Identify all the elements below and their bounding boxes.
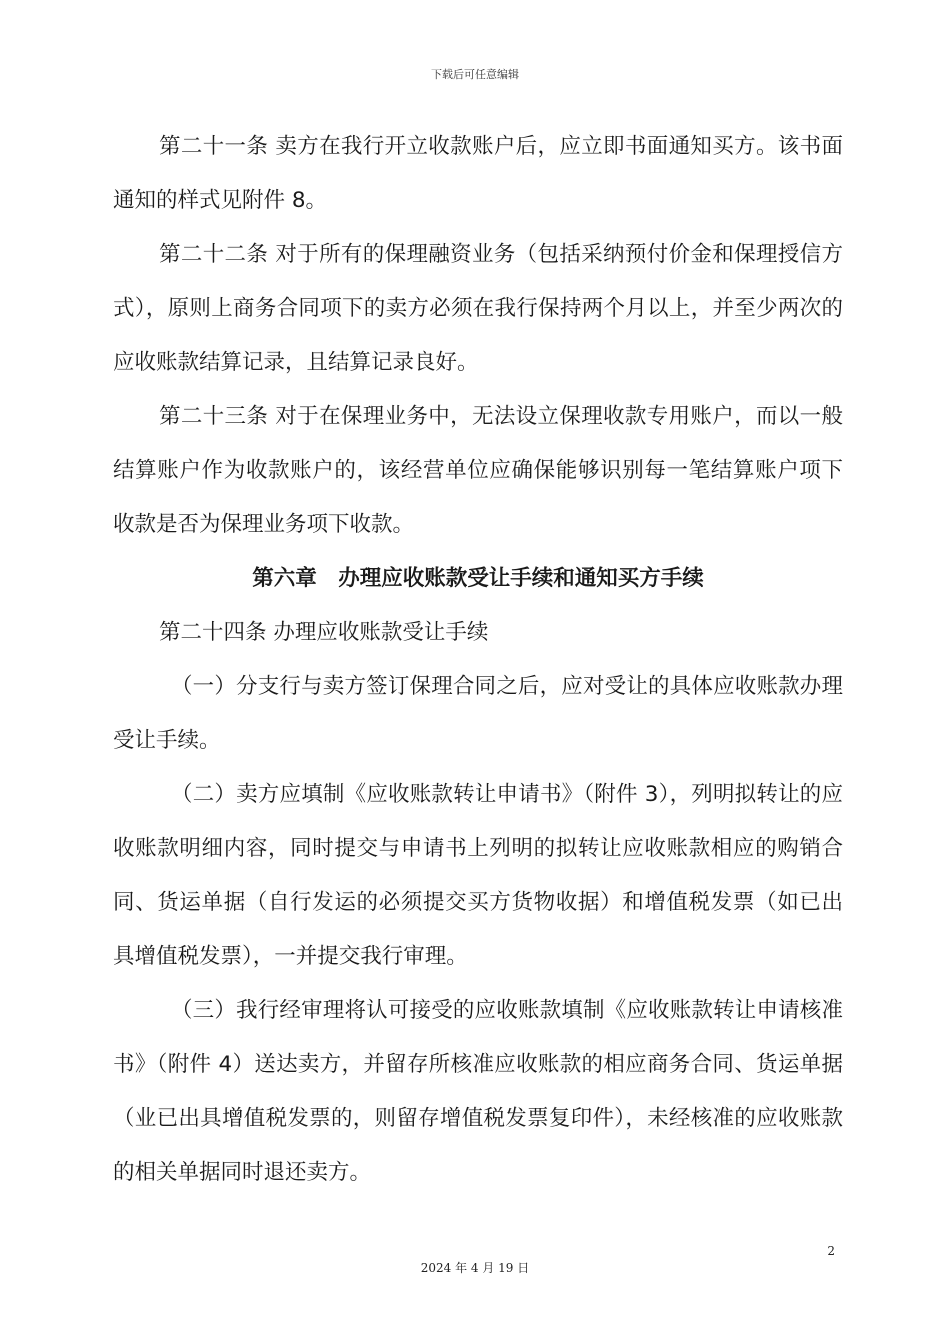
article-23: 第二十三条 对于在保理业务中，无法设立保理收款专用账户，而以一般结算账户作为收款账户的，该经营单位应确保能够识别每一笔结算账户项下收款是否为保理业务项下收款。	[113, 404, 843, 537]
page-number: 2	[827, 1244, 835, 1258]
article-22: 第二十二条 对于所有的保理融资业务（包括采纳预付价金和保理授信方式），原则上商务合同项下的卖方必须在我行保持两个月以上，并至少两次的应收账款结算记录，且结算记录良好。	[113, 242, 843, 375]
article-24-item-3: （三）我行经审理将认可接受的应收账款填制《应收账款转让申请核准书》（附件 4）送达卖方，并留存所核准应收账款的相应商务合同、货运单据（业已出具增值税发票的，则留存增值税发票复印件），未经核准的应收账款的相关单据同时退还卖方。	[113, 998, 843, 1185]
page-header: 下载后可任意编辑	[431, 68, 519, 81]
footer-date: 2024 年 4 月 19 日	[420, 1261, 530, 1275]
document-body	[113, 120, 843, 1200]
article-24-title: 第二十四条 办理应收账款受让手续	[159, 620, 489, 645]
article-24-item-2: （二）卖方应填制《应收账款转让申请书》（附件 3），列明拟转让的应收账款明细内容，同时提交与申请书上列明的拟转让应收账款相应的购销合同、货运单据（自行发运的必须提交买方货物收据）和增值税发票（如已出具增值税发票），一并提交我行审理。	[113, 782, 843, 969]
chapter-title: 第六章 办理应收账款受让手续和通知买方手续	[252, 566, 704, 591]
article-21: 第二十一条 卖方在我行开立收款账户后，应立即书面通知买方。该书面通知的样式见附件 8。	[113, 134, 843, 213]
article-24-item-1: （一）分支行与卖方签订保理合同之后，应对受让的具体应收账款办理受让手续。	[113, 674, 843, 753]
